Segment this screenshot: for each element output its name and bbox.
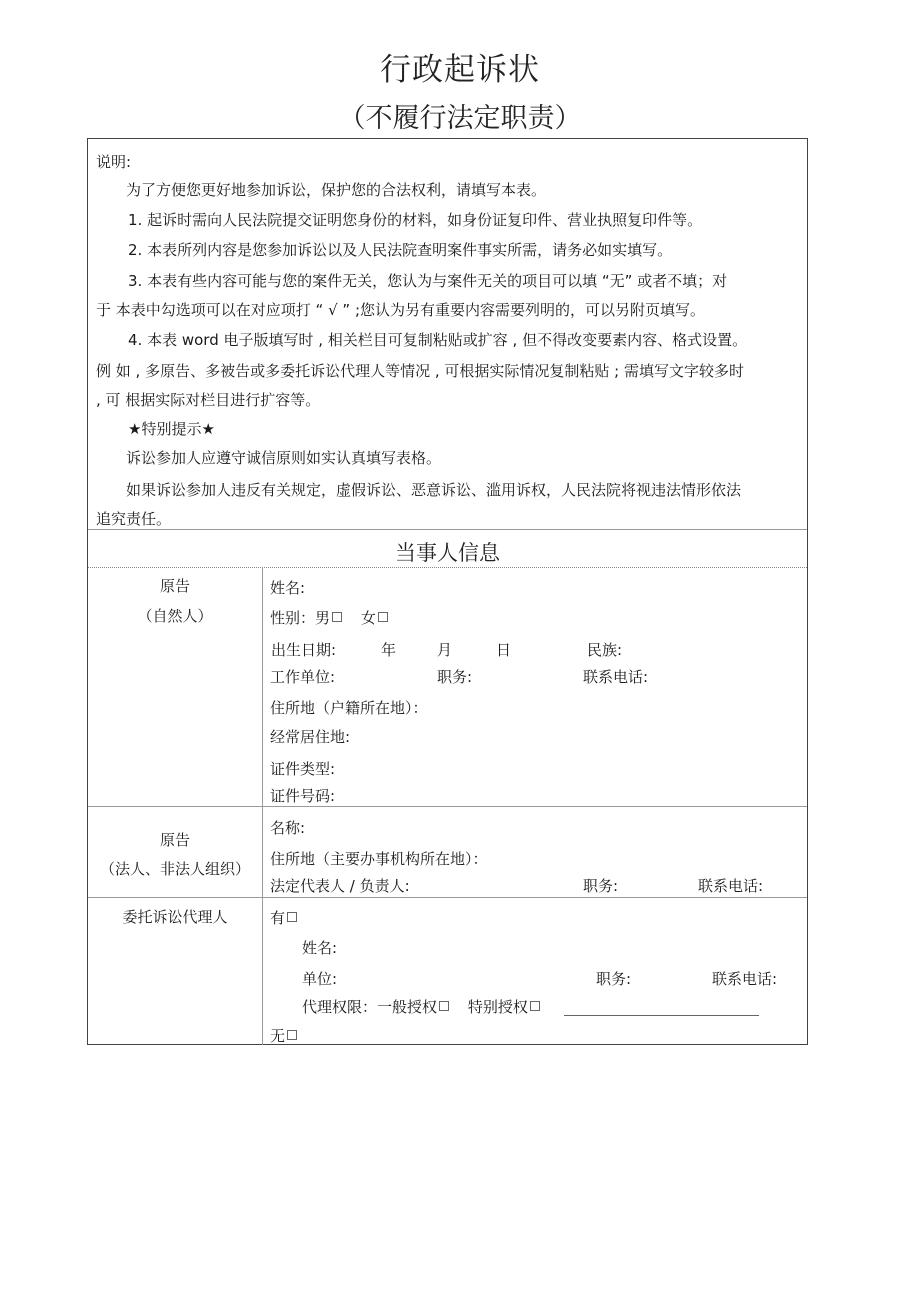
residence-field[interactable]: 经常居住地: bbox=[270, 728, 351, 746]
instruction-item-4-cont2: , 可 根据实际对栏目进行扩容等。 bbox=[96, 391, 321, 409]
row-label: 委托诉讼代理人 bbox=[122, 908, 228, 926]
row-label-sub: （法人、非法人组织） bbox=[99, 860, 250, 878]
agent-has-option bbox=[270, 907, 297, 928]
agent-phone-field[interactable]: 联系电话: bbox=[712, 970, 778, 988]
section-title: 当事人信息 bbox=[395, 541, 500, 565]
special-notice-2: 如果诉讼参加人违反有关规定，虚假诉讼、恶意诉讼、滥用诉权，人民法院将视违法情形依法 bbox=[126, 481, 742, 499]
entity-domicile-field[interactable]: 住所地（主要办事机构所在地）： bbox=[270, 850, 488, 868]
special-notice-heading: ★特别提示★ bbox=[128, 420, 215, 438]
birth-day-label: 日 bbox=[496, 641, 512, 659]
entity-phone-field[interactable]: 联系电话: bbox=[698, 877, 764, 895]
document-subtitle: （不履行法定职责） bbox=[338, 103, 582, 134]
special-authority-checkbox[interactable] bbox=[530, 1001, 540, 1011]
row-label: 原告 bbox=[159, 831, 190, 849]
instruction-item-1: 1. 起诉时需向人民法院提交证明您身份的材料，如身份证复印件、营业执照复印件等。 bbox=[128, 211, 703, 229]
special-authority-label: 特别授权 bbox=[467, 998, 528, 1016]
instruction-item-4: 4. 本表 word 电子版填写时 , 相关栏目可复制粘贴或扩容 , 但不得改变要素内容、格式设置。 bbox=[128, 331, 748, 349]
agent-has-checkbox[interactable] bbox=[287, 912, 297, 922]
employer-field[interactable]: 工作单位: bbox=[270, 668, 336, 686]
divider bbox=[88, 806, 807, 807]
instructions-block bbox=[88, 139, 807, 529]
entity-name-field[interactable]: 名称: bbox=[270, 819, 306, 837]
document-title: 行政起诉状 bbox=[380, 52, 540, 88]
row-label: 原告 bbox=[159, 577, 190, 595]
agent-authority-field bbox=[302, 996, 540, 1017]
gender-label: 性别： bbox=[270, 609, 316, 627]
id-number-field[interactable]: 证件号码: bbox=[270, 787, 336, 805]
instructions-heading: 说明: bbox=[96, 153, 132, 171]
gender-female-label: 女 bbox=[360, 609, 376, 627]
special-notice-1: 诉讼参加人应遵守诚信原则如实认真填写表格。 bbox=[126, 449, 442, 467]
agent-name-field[interactable]: 姓名: bbox=[302, 939, 338, 957]
entity-position-field[interactable]: 职务: bbox=[583, 877, 619, 895]
gender-male-label: 男 bbox=[315, 609, 331, 627]
form-table bbox=[87, 138, 808, 1045]
phone-field[interactable]: 联系电话: bbox=[583, 668, 649, 686]
special-authority-blank-line[interactable] bbox=[564, 1015, 759, 1016]
name-field[interactable]: 姓名: bbox=[270, 579, 306, 597]
male-checkbox[interactable] bbox=[332, 612, 342, 622]
instruction-item-3: 3. 本表有些内容可能与您的案件无关，您认为与案件无关的项目可以填 “无” 或者不填；对 bbox=[128, 272, 728, 290]
instruction-item-3-cont: 于 本表中勾选项可以在对应项打 “ √ ” ;您认为另有重要内容需要列明的，可以另附页填写。 bbox=[96, 301, 705, 319]
birth-date-field[interactable]: 出生日期: bbox=[271, 641, 337, 659]
domicile-field[interactable]: 住所地（户籍所在地）： bbox=[270, 699, 428, 717]
female-checkbox[interactable] bbox=[378, 612, 388, 622]
row-label-sub: （自然人） bbox=[137, 607, 213, 625]
divider bbox=[88, 567, 807, 568]
agent-employer-field[interactable]: 单位: bbox=[302, 970, 338, 988]
divider bbox=[88, 897, 807, 898]
special-notice-2-cont: 追究责任。 bbox=[96, 510, 172, 528]
general-authority-label: 一般授权 bbox=[377, 998, 438, 1016]
divider bbox=[88, 529, 807, 530]
birth-month-label: 月 bbox=[437, 641, 453, 659]
general-authority-checkbox[interactable] bbox=[439, 1001, 449, 1011]
agent-position-field[interactable]: 职务: bbox=[596, 970, 632, 988]
instruction-item-4-cont: 例 如 , 多原告、多被告或多委托诉讼代理人等情况 , 可根据实际情况复制粘贴 ; 需填写文字较多时 bbox=[96, 362, 744, 380]
ethnicity-field[interactable]: 民族: bbox=[587, 641, 623, 659]
agent-authority-label: 代理权限： bbox=[302, 998, 378, 1016]
representative-field[interactable]: 法定代表人 / 负责人: bbox=[270, 877, 410, 895]
agent-has-label: 有 bbox=[270, 909, 286, 927]
instruction-item-2: 2. 本表所列内容是您参加诉讼以及人民法院查明案件事实所需，请务必如实填写。 bbox=[128, 241, 673, 259]
agent-none-label: 无 bbox=[270, 1027, 286, 1045]
agent-none-checkbox[interactable] bbox=[287, 1030, 297, 1040]
position-field[interactable]: 职务: bbox=[437, 668, 473, 686]
id-type-field[interactable]: 证件类型: bbox=[270, 760, 336, 778]
agent-none-option bbox=[270, 1025, 297, 1046]
gender-field bbox=[270, 607, 388, 628]
birth-year-label: 年 bbox=[381, 641, 397, 659]
instructions-intro: 为了方便您更好地参加诉讼，保护您的合法权利，请填写本表。 bbox=[126, 181, 547, 199]
